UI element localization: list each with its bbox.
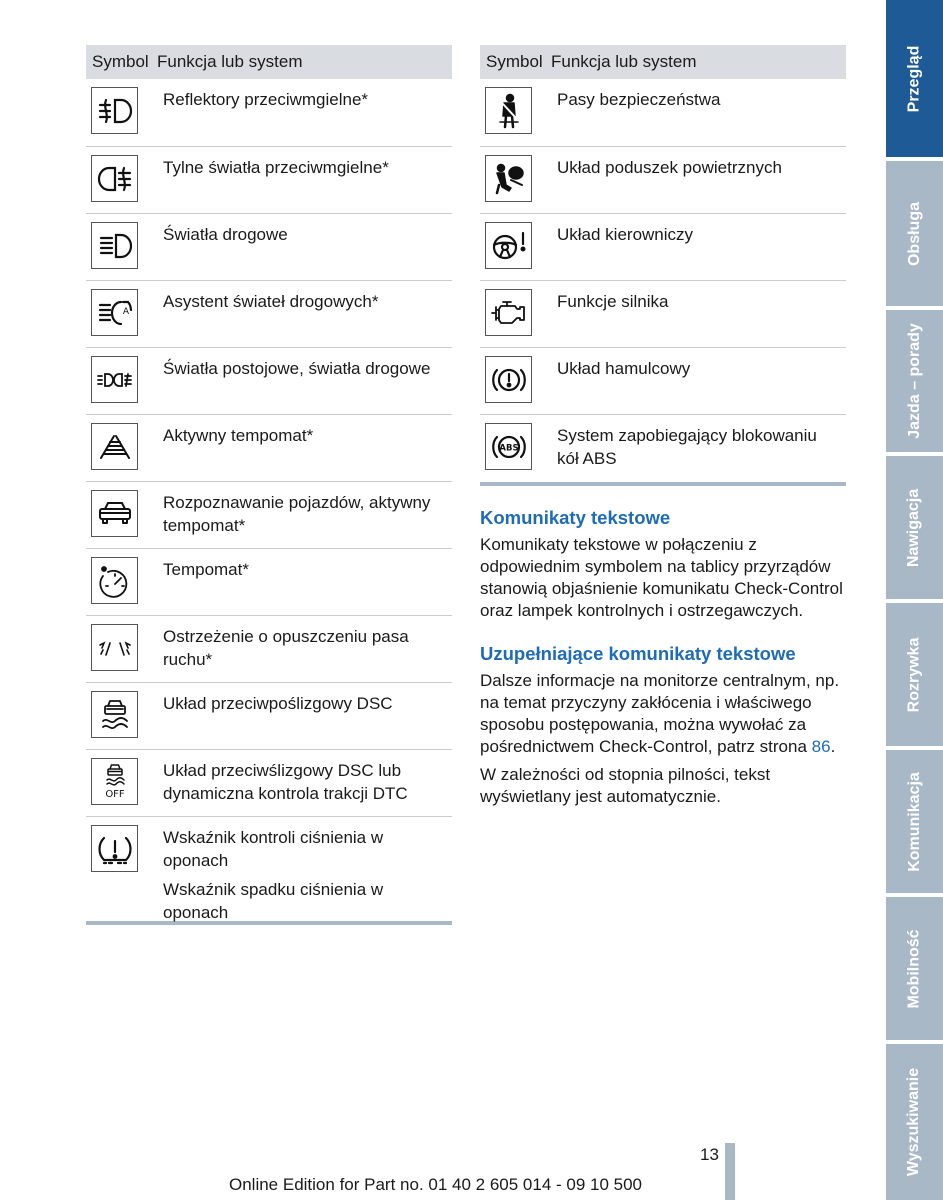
row-text: Reflektory przeciwmgielne*: [163, 90, 369, 109]
abs-icon: [485, 423, 532, 470]
row-text: Funkcje silnika: [557, 292, 669, 311]
table-row: [86, 79, 452, 147]
row-text: Aktywny tempomat*: [163, 426, 314, 445]
table-row: [86, 415, 452, 482]
section-additional-messages: [480, 642, 846, 808]
rear-fog-light-icon: [91, 155, 138, 202]
tab-label: Rozrywka: [905, 637, 923, 712]
active-cruise-control-icon: [91, 423, 138, 470]
row-text: Wskaźnik kontroli ciśnienia w oponach: [163, 828, 384, 870]
auto-label: A: [122, 306, 129, 317]
tab-label: Mobilność: [905, 928, 923, 1009]
front-fog-light-icon: [91, 87, 138, 134]
table-row: [86, 214, 452, 281]
vehicle-detection-icon: [91, 490, 138, 537]
tab-overview[interactable]: [886, 0, 943, 157]
tire-pressure-icon: [91, 825, 138, 872]
table-end-rule: [480, 482, 846, 486]
brake-icon: [485, 356, 532, 403]
section-heading: Komunikaty tekstowe: [480, 507, 671, 528]
tab-controls[interactable]: [886, 161, 943, 306]
row-text: Światła postojowe, światła drogowe: [163, 359, 431, 378]
section-body: Komunikaty tekstowe w połączeniu z odpowiednim symbolem na tablicy przyrządów stanowią objaśnienie komunikatu Check-Control oraz lampek kontrolnych i ostrzegawczych.: [480, 535, 843, 620]
tab-label: Wyszukiwanie: [905, 1067, 923, 1177]
table-row: [86, 348, 452, 415]
tab-driving-tips[interactable]: [886, 310, 943, 452]
tab-label: Obsługa: [905, 201, 923, 266]
table-row: [480, 214, 846, 281]
cruise-control-icon: [91, 557, 138, 604]
page-number: 13: [700, 1145, 719, 1164]
seat-belt-icon: [485, 87, 532, 134]
header-function: Funkcja lub system: [157, 52, 303, 71]
high-beam-icon: [91, 222, 138, 269]
table-row: [86, 750, 452, 817]
table-row: [480, 79, 846, 147]
row-text: Pasy bezpieczeństwa: [557, 90, 721, 109]
engine-icon: [485, 289, 532, 336]
row-text: Układ przeciwpoślizgowy DSC: [163, 694, 393, 713]
page-number-bar: [725, 1143, 735, 1200]
table-row: [86, 683, 452, 750]
header-symbol: Symbol: [92, 52, 149, 71]
row-text: System zapobiegający blokowaniu kół ABS: [557, 426, 817, 468]
table-row: [480, 348, 846, 415]
tab-search[interactable]: [886, 1044, 943, 1200]
tab-label: Jazda – porady: [905, 323, 923, 439]
tab-navigation[interactable]: [886, 456, 943, 599]
tab-entertainment[interactable]: [886, 603, 943, 746]
header-symbol: Symbol: [486, 52, 543, 71]
page-link[interactable]: 86: [811, 737, 831, 756]
row-text: Ostrzeżenie o opuszczeniu pasa ruchu*: [163, 627, 409, 669]
lane-departure-warning-icon: [91, 624, 138, 671]
section-body: [480, 670, 846, 758]
tab-label: Komunikacja: [905, 771, 923, 872]
table-row: [86, 616, 452, 683]
table-header: [86, 45, 452, 79]
table-row: [86, 147, 452, 214]
tab-label: Nawigacja: [905, 488, 923, 567]
section-text-messages: [480, 506, 846, 622]
footer-edition: Online Edition for Part no. 01 40 2 605 014 - 09 10 500: [229, 1175, 643, 1194]
body-text: Dalsze informacje na monitorze centralnym, np. na temat przyczyny zakłócenia i właściwego sposobu postępowania, można wywołać za pośrednictwem Check-Control, patrz strona: [480, 671, 840, 756]
section-heading: Uzupełniające komunikaty tekstowe: [480, 643, 796, 664]
parking-lights-icon: [91, 356, 138, 403]
table-row: [86, 482, 452, 549]
row-text: Tylne światła przeciwmgielne*: [163, 158, 389, 177]
row-text: Rozpoznawanie pojazdów, aktywny tempomat*: [163, 493, 431, 535]
section-body-secondary: W zależności od stopnia pilności, tekst wyświetlany jest automatycznie.: [480, 765, 771, 806]
dsc-icon: [91, 691, 138, 738]
table-row: [480, 147, 846, 214]
row-text: Tempomat*: [163, 560, 249, 579]
row-text: Układ przeciwślizgowy DSC lub dynamiczna kontrola trakcji DTC: [163, 761, 408, 803]
table-row: [86, 817, 452, 921]
left-symbol-table: [86, 45, 452, 925]
row-text: Światła drogowe: [163, 225, 288, 244]
off-label: OFF: [104, 788, 125, 800]
table-row: [480, 415, 846, 482]
table-row: [86, 549, 452, 616]
right-symbol-table: [480, 45, 846, 808]
high-beam-assistant-icon: [91, 289, 138, 336]
header-function: Funkcja lub system: [551, 52, 697, 71]
abs-label: ABS: [498, 443, 519, 453]
table-header: [480, 45, 846, 79]
row-text: Układ poduszek powietrznych: [557, 158, 782, 177]
dsc-off-icon: [91, 758, 138, 805]
airbag-icon: [485, 155, 532, 202]
table-row: [86, 281, 452, 348]
row-text: Układ hamulcowy: [557, 359, 691, 378]
chapter-tabs: [886, 0, 943, 1200]
table-row: [480, 281, 846, 348]
steering-icon: [485, 222, 532, 269]
row-text: Asystent świateł drogowych*: [163, 292, 379, 311]
row-text: Układ kierowniczy: [557, 225, 694, 244]
body-text-end: .: [830, 737, 836, 756]
tab-communication[interactable]: [886, 750, 943, 893]
tab-label: Przegląd: [905, 45, 923, 112]
tab-mobility[interactable]: [886, 897, 943, 1040]
row-text-secondary: Wskaźnik spadku ciśnienia w oponach: [163, 880, 384, 922]
